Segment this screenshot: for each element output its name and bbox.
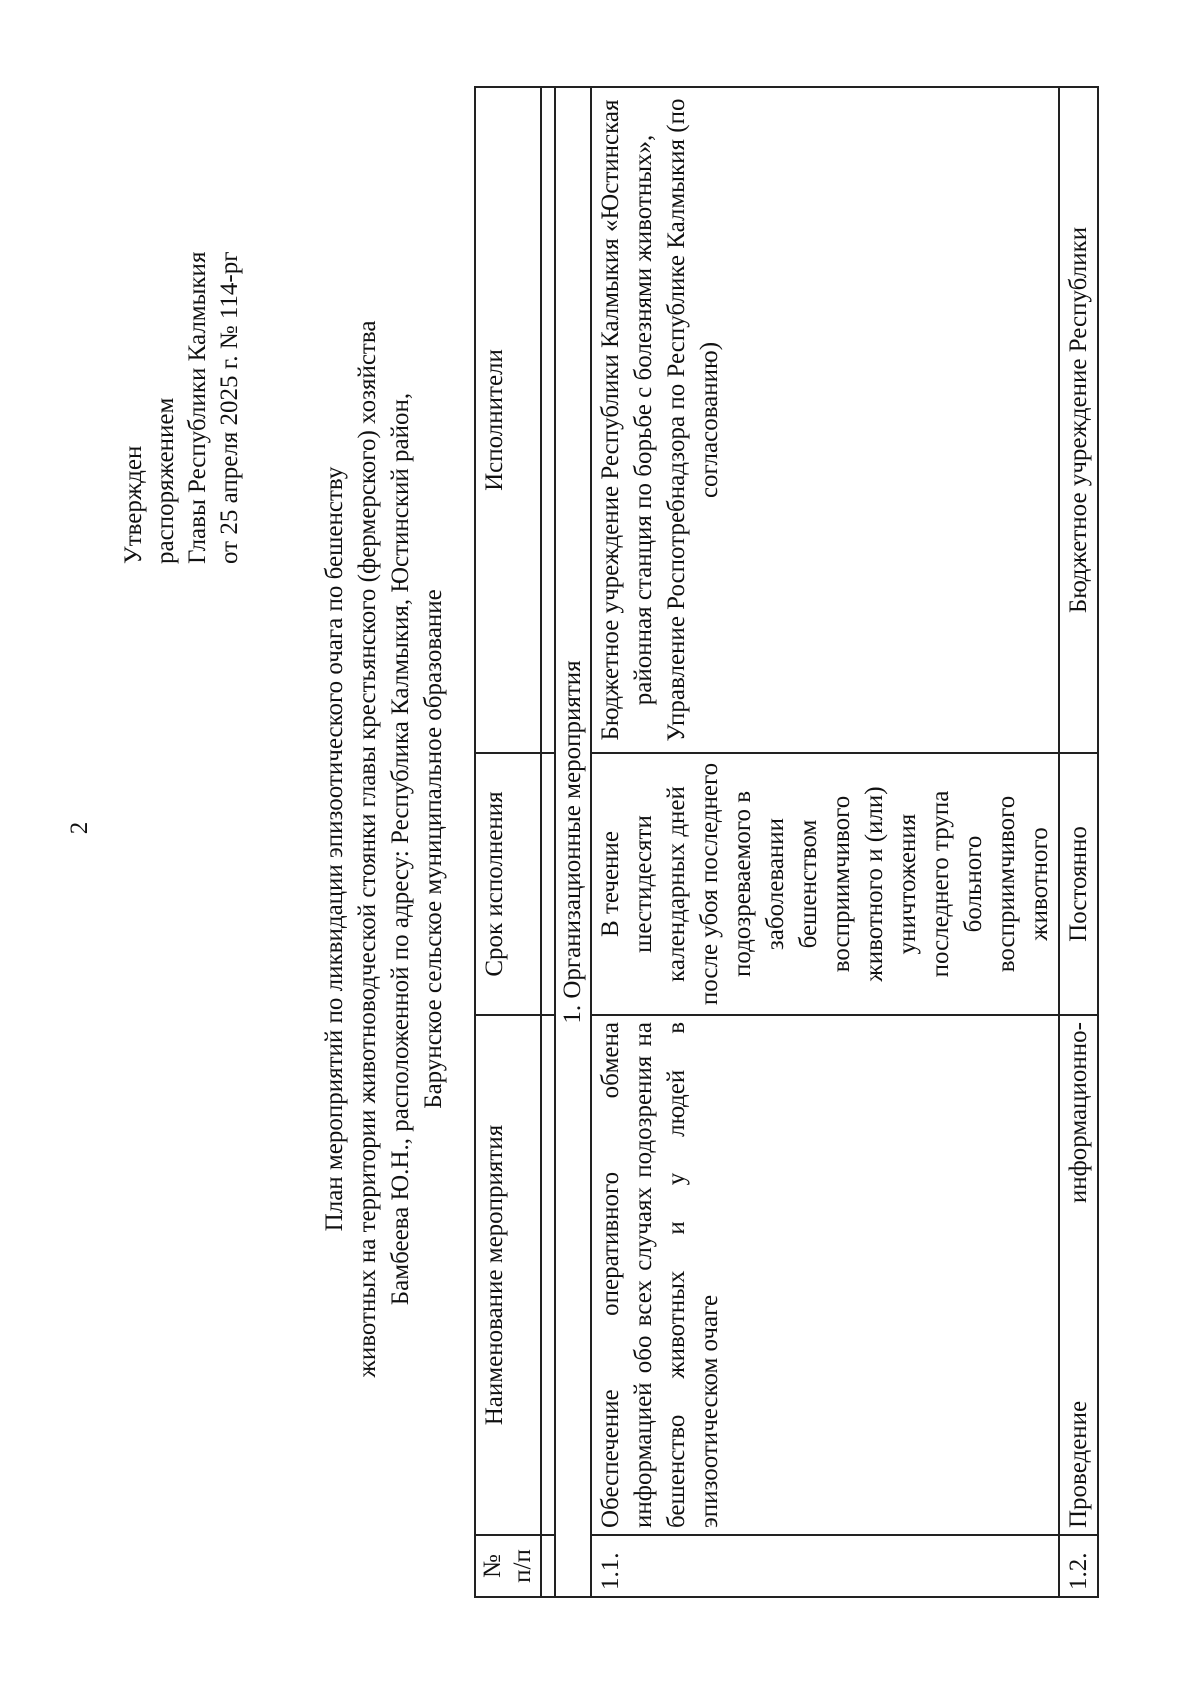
approval-line: Главы Республики Калмыкия <box>184 251 211 564</box>
title-line: Барунское сельское муниципальное образование <box>420 589 447 1109</box>
approval-line: распоряжением <box>152 397 179 564</box>
spacer-row <box>541 87 555 1597</box>
header-num: № п/п <box>475 1535 541 1597</box>
section-row <box>555 87 591 1597</box>
row-name: Проведение информационно- <box>1059 1015 1098 1535</box>
header-term: Срок исполнения <box>475 753 541 1015</box>
header-name: Наименование мероприятия <box>475 1015 541 1535</box>
row-num: 1.2. <box>1059 1535 1098 1597</box>
section-title: 1. Организационные мероприятия <box>555 87 591 1597</box>
title-line: животных на территории животноводческой стоянки главы крестьянского (фермерского) хозяйства <box>354 320 381 1378</box>
title-line: План мероприятий по ликвидации эпизоотического очага по бешенству <box>321 466 348 1232</box>
row-executors: Бюджетное учреждение Республики Калмыкия «Юстинская районная станция по борьбе с болезнями животных», Управление Роспотребнадзора по Республике Калмыкия (по согласованию) <box>591 87 1059 753</box>
table-header-row <box>475 87 541 1597</box>
table-row <box>1059 87 1098 1597</box>
page-number: 2 <box>66 821 93 835</box>
approval-block <box>118 94 246 564</box>
row-term: Постоянно <box>1059 753 1098 1015</box>
approval-line: от 25 апреля 2025 г. № 114-рг <box>216 251 243 564</box>
title-line: Бамбеева Ю.Н., расположенной по адресу: Республика Калмыкия, Юстинский район, <box>387 392 414 1306</box>
row-name: Обеспечение оперативного обмена информацией обо всех случаях подозрения на бешенство животных и у людей в эпизоотическом очаге <box>591 1015 1059 1535</box>
table-row <box>591 87 1059 1597</box>
row-num: 1.1. <box>591 1535 1059 1597</box>
plan-title <box>318 184 450 1514</box>
plan-table <box>474 86 1099 1598</box>
header-executors: Исполнители <box>475 87 541 753</box>
row-executors: Бюджетное учреждение Республики <box>1059 87 1098 753</box>
approval-line: Утвержден <box>120 445 147 564</box>
row-term: В течение шестидесяти календарных дней после убоя последнего подозреваемого в заболевании бешенством восприимчивого животного и (или) уничтожения последнего трупа больного восприимчивого животного <box>591 753 1059 1015</box>
